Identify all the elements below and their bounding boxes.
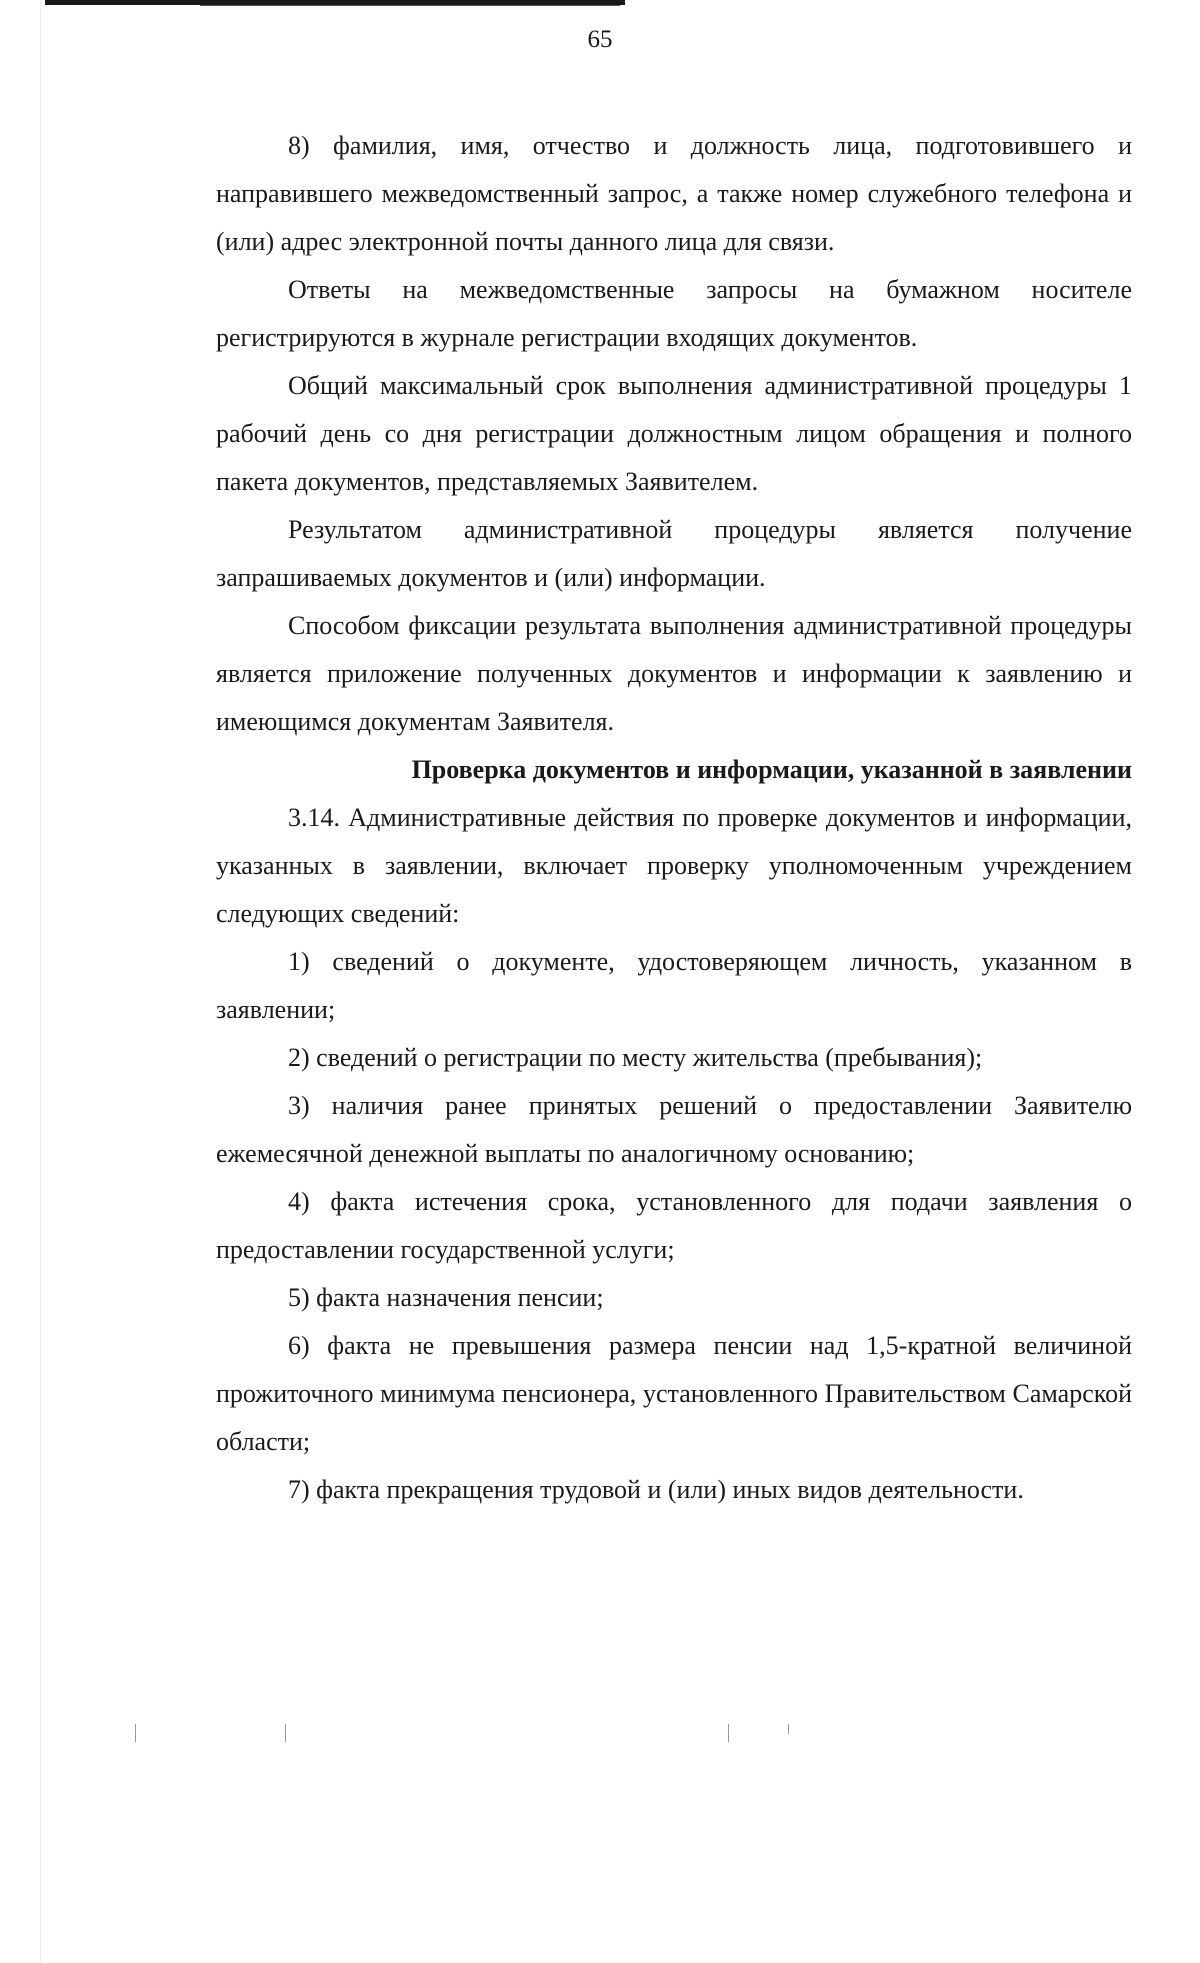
document-body [216,122,1132,1514]
paragraph-result: Результатом административной процедуры является получение запрашиваемых документов и (или) информации. [216,515,1132,592]
list-item-5: 5) факта назначения пенсии; [288,1283,604,1312]
paragraph-max-term: Общий максимальный срок выполнения административной процедуры 1 рабочий день со дня регистрации должностным лицом обращения и полного пакета документов, представляемых Заявителем. [216,371,1132,496]
page-number: 65 [587,26,613,53]
section-heading: Проверка документов и информации, указанной в заявлении [411,755,1132,784]
paragraph-fixation-method: Способом фиксации результата выполнения административной процедуры является приложение полученных документов и информации к заявлению и имеющимся документам Заявителя. [216,611,1132,736]
paragraph-3-14: 3.14. Административные действия по проверке документов и информации, указанных в заявлении, включает проверку уполномоченным учреждением следующих сведений: [216,803,1132,928]
scan-artifact-mark [135,1724,136,1742]
list-item-4: 4) факта истечения срока, установленного для подачи заявления о предоставлении государственной услуги; [216,1187,1132,1264]
list-item-3: 3) наличия ранее принятых решений о предоставлении Заявителю ежемесячной денежной выплаты по аналогичному основанию; [216,1091,1132,1168]
list-item-7: 7) факта прекращения трудовой и (или) иных видов деятельности. [288,1475,1024,1504]
scan-artifact-mark [285,1724,286,1742]
paragraph-responses-registration: Ответы на межведомственные запросы на бумажном носителе регистрируются в журнале регистрации входящих документов. [216,275,1132,352]
list-item-2: 2) сведений о регистрации по месту жительства (пребывания); [288,1043,983,1072]
list-item-1: 1) сведений о документе, удостоверяющем личность, указанном в заявлении; [216,947,1132,1024]
scan-artifact-mark [788,1724,789,1734]
scan-artifact-mark [728,1724,729,1742]
scan-left-edge [40,0,41,1963]
list-item-6: 6) факта не превышения размера пенсии над 1,5-кратной величиной прожиточного минимума пенсионера, установленного Правительством Самарской области; [216,1331,1132,1456]
paragraph-requester-details: 8) фамилия, имя, отчество и должность лица, подготовившего и направившего межведомственный запрос, а также номер служебного телефона и (или) адрес электронной почты данного лица для связи. [216,131,1132,256]
scan-edge-line [200,5,620,6]
